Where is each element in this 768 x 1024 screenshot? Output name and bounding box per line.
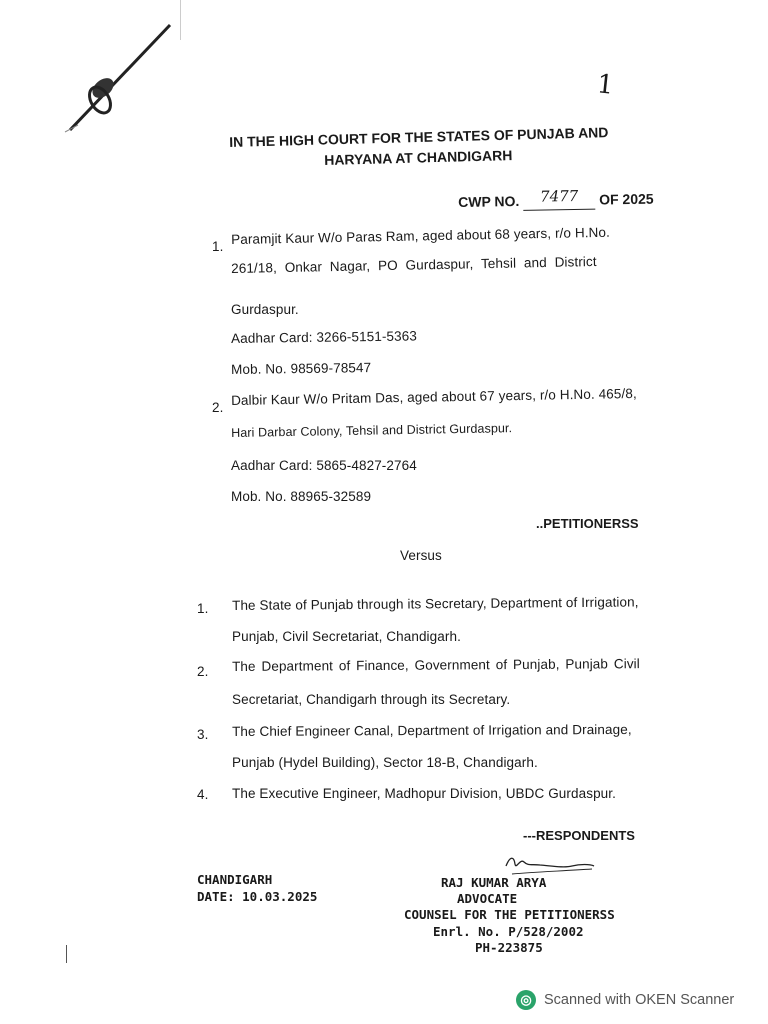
pin-mark-icon xyxy=(60,20,190,135)
oken-scanner-logo-icon: ◎ xyxy=(516,990,536,1010)
court-title-line-1: IN THE HIGH COURT FOR THE STATES OF PUNJAB AND xyxy=(229,124,609,150)
place-label: CHANDIGARH xyxy=(197,872,273,887)
counsel-designation: ADVOCATE xyxy=(457,891,518,906)
petitioner-line: Hari Darbar Colony, Tehsil and District Gurdaspur. xyxy=(231,421,513,440)
signature-icon xyxy=(502,850,597,878)
case-number xyxy=(458,186,654,212)
petitioner-mobile: Mob. No. 98569-78547 xyxy=(231,360,372,377)
counsel-role: COUNSEL FOR THE PETITIONERSS xyxy=(404,907,615,922)
petitioners-label: ..PETITIONERSS xyxy=(536,516,639,531)
counsel-ph: PH-223875 xyxy=(475,940,543,955)
respondent-line: The Department of Finance, Government of Punjab, Punjab Civil xyxy=(232,656,640,674)
petitioner-line: 261/18, Onkar Nagar, PO Gurdaspur, Tehsil and District xyxy=(231,253,597,276)
respondent-number: 3. xyxy=(197,727,209,742)
respondent-number: 4. xyxy=(197,787,209,802)
petitioner-number: 2. xyxy=(212,400,224,415)
respondent-line: The Chief Engineer Canal, Department of Irrigation and Drainage, xyxy=(232,721,632,739)
petitioner-aadhar: Aadhar Card: 5865-4827-2764 xyxy=(231,458,417,473)
respondents-label: ---RESPONDENTS xyxy=(523,828,635,843)
petitioner-line: Gurdaspur. xyxy=(231,302,299,317)
scan-edge-line xyxy=(180,0,181,40)
case-number-suffix: OF 2025 xyxy=(598,190,654,208)
case-number-handwritten: 7477 xyxy=(539,186,579,206)
scanner-watermark-text: Scanned with OKEN Scanner xyxy=(544,992,735,1008)
case-number-prefix: CWP NO. xyxy=(458,192,520,210)
respondent-line: Punjab, Civil Secretariat, Chandigarh. xyxy=(232,629,461,644)
petitioner-number: 1. xyxy=(212,239,224,254)
respondent-line: Punjab (Hydel Building), Sector 18-B, Chandigarh. xyxy=(232,755,538,770)
respondent-number: 2. xyxy=(197,664,209,679)
respondent-line: The State of Punjab through its Secretary, Department of Irrigation, xyxy=(232,594,639,613)
petitioner-line: Dalbir Kaur W/o Pritam Das, aged about 67 years, r/o H.No. 465/8, xyxy=(231,385,637,408)
counsel-enrollment: Enrl. No. P/528/2002 xyxy=(433,924,584,939)
respondent-line: Secretariat, Chandigarh through its Secretary. xyxy=(232,692,511,707)
page-number: 1 xyxy=(595,69,616,101)
scanner-watermark xyxy=(516,990,734,1010)
petitioner-line: Paramjit Kaur W/o Paras Ram, aged about 68 years, r/o H.No. xyxy=(231,224,611,247)
case-number-value xyxy=(523,186,595,211)
respondent-number: 1. xyxy=(197,601,209,616)
court-title-line-2: HARYANA AT CHANDIGARH xyxy=(324,147,513,168)
versus-label: Versus xyxy=(400,548,442,563)
margin-mark xyxy=(66,945,67,963)
petitioner-aadhar: Aadhar Card: 3266-5151-5363 xyxy=(231,328,418,346)
petitioner-mobile: Mob. No. 88965-32589 xyxy=(231,489,372,504)
date-label: DATE: 10.03.2025 xyxy=(197,889,318,904)
respondent-line: The Executive Engineer, Madhopur Division, UBDC Gurdaspur. xyxy=(232,786,616,801)
counsel-name: RAJ KUMAR ARYA xyxy=(441,875,547,890)
